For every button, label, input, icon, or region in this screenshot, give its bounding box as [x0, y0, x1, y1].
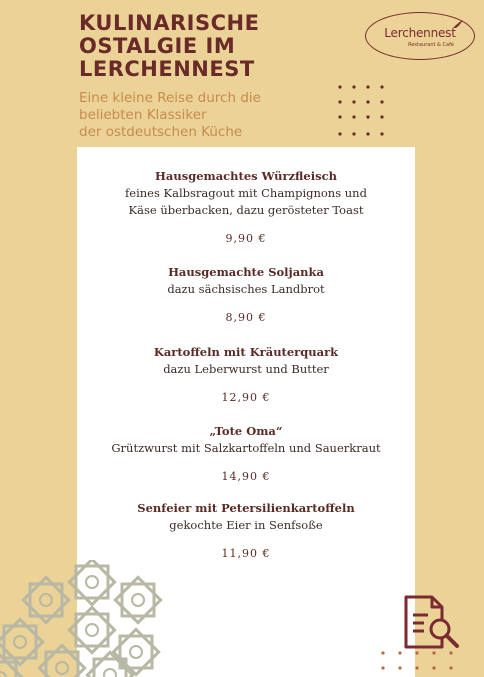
subtitle-line: beliebten Klassiker	[79, 107, 207, 123]
item-name: Hausgemachte Soljanka	[168, 265, 324, 279]
item-name: Kartoffeln mit Kräuterquark	[153, 345, 339, 359]
item-description: gekochte Eier in Senfsoße	[169, 518, 323, 532]
geometric-star-ornament	[0, 560, 180, 677]
item-description: dazu Leberwurst und Butter	[163, 362, 329, 376]
item-name: Hausgemachtes Würzfleisch	[155, 169, 337, 183]
item-price: 12,90 €	[221, 391, 271, 404]
menu-item	[77, 264, 415, 325]
item-price: 8,90 €	[225, 311, 267, 324]
item-description: dazu sächsisches Landbrot	[167, 282, 325, 296]
restaurant-logo	[365, 12, 475, 60]
item-description: feines Kalbsragout mit Champignons und	[125, 186, 367, 200]
menu-item	[77, 168, 415, 246]
item-price: 9,90 €	[225, 232, 267, 245]
dot-grid-top	[335, 82, 390, 142]
item-price: 14,90 €	[221, 470, 271, 483]
logo-tagline: Restaurant & Café	[408, 42, 454, 48]
item-price: 11,90 €	[221, 547, 271, 560]
document-search-icon[interactable]	[402, 593, 466, 653]
subtitle-line: der ostdeutschen Küche	[79, 124, 243, 140]
menu-subtitle	[79, 90, 349, 141]
menu-item	[77, 423, 415, 484]
title-line: LERCHENNEST	[79, 57, 255, 81]
subtitle-line: Eine kleine Reise durch die	[79, 90, 261, 106]
menu-item	[77, 500, 415, 561]
title-line: OSTALGIE IM	[79, 34, 236, 58]
item-name: Senfeier mit Petersilienkartoffeln	[137, 501, 355, 515]
menu-item	[77, 344, 415, 405]
item-description: Grützwurst mit Salzkartoffeln und Sauerkraut	[111, 441, 381, 455]
item-name: „Tote Oma“	[209, 424, 283, 438]
item-description: Käse überbacken, dazu gerösteter Toast	[128, 203, 364, 217]
title-line: KULINARISCHE	[79, 11, 260, 35]
menu-title	[79, 12, 259, 81]
logo-name: Lerchennest	[384, 26, 456, 40]
